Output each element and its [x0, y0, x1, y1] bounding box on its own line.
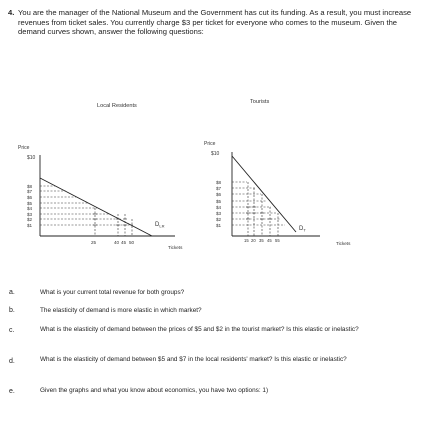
- problem-text: You are the manager of the National Museum and the Government has cut its funding. As a result, you must increase revenues from ticket sales. You currently charge $3 per ticket for everyone who comes to the museum. Given the demand curves shown, answer the following questions:: [18, 8, 412, 37]
- tourist-ytick: $2: [216, 217, 222, 222]
- local-ytick: $3: [27, 212, 33, 217]
- local-ytick: $8: [27, 184, 33, 189]
- tourist-y-top-label: $10: [211, 151, 220, 157]
- tourist-xtick: 20: [251, 238, 256, 243]
- tourists-graph: [204, 141, 351, 246]
- local-ytick: $7: [27, 189, 33, 194]
- question-a-text: What is your current total revenue for both groups?: [40, 289, 185, 296]
- tourist-price-label: Price: [204, 141, 216, 147]
- local-curve-label: $D_{LR}$: [155, 222, 165, 229]
- local-xtick: 25: [91, 240, 97, 245]
- tourist-curve-label: $D_T$: [299, 226, 306, 233]
- local-ytick: $5: [27, 201, 33, 206]
- tourist-xtick: 35: [259, 238, 264, 243]
- local-ytick: $4: [27, 206, 33, 211]
- local-xtick: 45: [121, 240, 127, 245]
- question-c-label: c.: [9, 327, 15, 334]
- local-ytick: $2: [27, 217, 33, 222]
- tourist-ytick: $8: [216, 180, 222, 185]
- tourist-ytick: $5: [216, 199, 222, 204]
- tourist-xtick: 45: [267, 238, 272, 243]
- tourist-xtick: 55: [275, 238, 280, 243]
- question-e-label: e.: [9, 388, 15, 395]
- question-e-text: Given the graphs and what you know about economics, you have two options: 1): [40, 387, 269, 394]
- question-b-text: The elasticity of demand is more elastic in which market?: [40, 307, 202, 314]
- local-xlabel: Tickets: [168, 245, 183, 250]
- local-residents-graph: [18, 145, 183, 250]
- tourist-demand-curve: [232, 156, 296, 232]
- local-xtick: 40: [114, 240, 120, 245]
- chart-title-tourists: Tourists: [250, 99, 270, 105]
- local-ytick: $1: [27, 223, 33, 228]
- question-d-label: d.: [9, 358, 15, 365]
- question-b-label: b.: [9, 307, 15, 314]
- local-price-label: Price: [18, 145, 30, 151]
- question-a-label: a.: [9, 289, 15, 296]
- tourist-ytick: $1: [216, 223, 222, 228]
- question-d-text: What is the elasticity of demand between $5 and $7 in the local residents' market? Is this elastic or inelastic?: [40, 356, 347, 363]
- local-demand-curve: [40, 178, 152, 236]
- tourist-xlabel: Tickets: [336, 241, 351, 246]
- tourist-ytick: $7: [216, 186, 222, 191]
- tourist-ytick: $3: [216, 211, 222, 216]
- local-ytick: $6: [27, 195, 33, 200]
- local-y-top-label: $10: [27, 155, 36, 161]
- local-xtick: 50: [129, 240, 135, 245]
- chart-title-local-residents: Local Residents: [97, 103, 137, 109]
- problem-number: 4.: [8, 8, 15, 17]
- tourist-xtick: 15: [244, 238, 249, 243]
- question-c-text: What is the elasticity of demand between the prices of $5 and $2 in the tourist market? Is this elastic or inelastic?: [40, 326, 359, 333]
- tourist-ytick: $4: [216, 205, 222, 210]
- tourist-ytick: $6: [216, 192, 222, 197]
